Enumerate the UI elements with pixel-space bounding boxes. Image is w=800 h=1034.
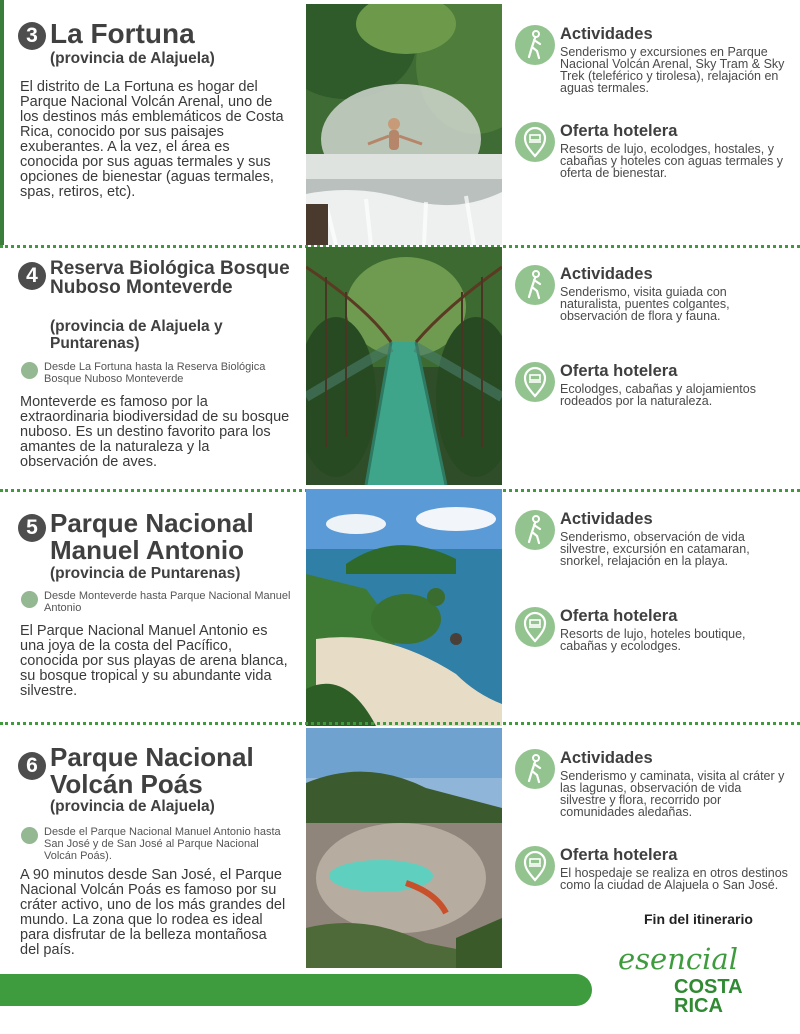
route-text: Desde Monteverde hasta Parque Nacional Manuel Antonio xyxy=(44,590,291,614)
photo-hot-springs xyxy=(306,4,502,245)
activities-heading: Actividades xyxy=(560,25,653,43)
hotels-heading: Oferta hotelera xyxy=(560,607,678,625)
destination-title: Parque Nacional Manuel Antonio xyxy=(50,508,254,565)
hotel-bed-pin-icon xyxy=(515,362,555,402)
walking-person-icon xyxy=(515,265,555,305)
step-number-badge: 6 xyxy=(18,752,46,780)
destination-description: El distrito de La Fortuna es hogar del Parque Nacional Volcán Arenal, uno de los destinos más emblemáticos de Costa Rica, conocido por sus paisajes exuberantes. A la vez, el área es conocida por sus aguas termales y sus opciones de bienestar (aguas termales, spas, retiros, etc). xyxy=(20,79,284,200)
route-text: Desde el Parque Nacional Manuel Antonio hasta San José y de San José al Parque Nacional Volcán Poás). xyxy=(44,826,281,862)
destination-description: Monteverde es famoso por la extraordinaria biodiversidad de su bosque nuboso. Es un destino favorito para los amantes de la naturaleza y la observación de aves. xyxy=(20,394,290,470)
walking-person-icon xyxy=(515,25,555,65)
destination-title: Parque Nacional Volcán Poás xyxy=(50,742,254,799)
step-number-badge: 5 xyxy=(18,514,46,542)
hotels-text: El hospedaje se realiza en otros destinos como la ciudad de Alajuela o San José. xyxy=(560,866,788,892)
destination-description: A 90 minutos desde San José, el Parque Nacional Volcán Poás es famoso por su cráter activo, uno de los más grandes del mundo. La zona que lo rodea es ideal para disfrutar de la belleza montañosa del país. xyxy=(20,867,286,958)
destination-title: La Fortuna xyxy=(50,18,195,49)
section-divider xyxy=(0,722,800,725)
route-pin-icon xyxy=(21,827,38,844)
activities-text: Senderismo y caminata, visita al cráter y las lagunas, observación de vida silvestre y flora, recorrido por comunidades aledañas. xyxy=(560,769,785,819)
hotels-heading: Oferta hotelera xyxy=(560,362,678,380)
hotels-heading: Oferta hotelera xyxy=(560,846,678,864)
hotels-heading: Oferta hotelera xyxy=(560,122,678,140)
photo-poas-crater xyxy=(306,728,502,968)
logo-brand xyxy=(674,976,742,1017)
step-number-badge: 3 xyxy=(18,22,46,50)
end-of-itinerary-label: Fin del itinerario xyxy=(644,911,753,927)
activities-text: Senderismo, observación de vida silvestre, excursión en catamaran, snorkel, relajación en la playa. xyxy=(560,530,750,568)
hotel-bed-pin-icon xyxy=(515,122,555,162)
activities-text: Senderismo, visita guiada con naturalista, puentes colgantes, observación de flora y fauna. xyxy=(560,285,730,323)
destination-province: (provincia de Alajuela) xyxy=(50,50,215,67)
route-note xyxy=(21,826,291,862)
route-text: Desde La Fortuna hasta la Reserva Biológica Bosque Nuboso Monteverde xyxy=(44,361,266,385)
hotel-bed-pin-icon xyxy=(515,846,555,886)
destination-description: El Parque Nacional Manuel Antonio es una joya de la costa del Pacífico, conocida por sus playas de arena blanca, su bosque tropical y su abundante vida silvestre. xyxy=(20,623,288,699)
activities-heading: Actividades xyxy=(560,510,653,528)
hotels-text: Resorts de lujo, ecolodges, hostales, y cabañas y hoteles con aguas termales y oferta de bienestar. xyxy=(560,142,784,180)
hotel-bed-pin-icon xyxy=(515,607,555,647)
route-pin-icon xyxy=(21,591,38,608)
footer-bar xyxy=(0,974,592,1006)
activities-heading: Actividades xyxy=(560,749,653,767)
esencial-costa-rica-logo xyxy=(618,942,788,1024)
logo-script: esencial xyxy=(618,942,738,976)
destination-title: Reserva Biológica Bosque Nuboso Monteverde xyxy=(50,258,290,298)
activities-text: Senderismo y excursiones en Parque Nacional Volcán Arenal, Sky Tram & Sky Trek (teleférico y tirolesa), relajación en aguas termales. xyxy=(560,45,785,95)
photo-hanging-bridge xyxy=(306,247,502,485)
route-pin-icon xyxy=(21,362,38,379)
logo-brand-text: COSTA RICA xyxy=(674,976,742,1017)
activities-heading: Actividades xyxy=(560,265,653,283)
route-note xyxy=(21,590,291,614)
left-accent-bar xyxy=(0,0,4,245)
hotels-text: Ecolodges, cabañas y alojamientos rodeados por la naturaleza. xyxy=(560,382,756,408)
walking-person-icon xyxy=(515,510,555,550)
route-note xyxy=(21,361,291,385)
hotels-text: Resorts de lujo, hoteles boutique, cabañas y ecolodges. xyxy=(560,627,746,653)
step-number-badge: 4 xyxy=(18,262,46,290)
walking-person-icon xyxy=(515,749,555,789)
destination-province: (provincia de Puntarenas) xyxy=(50,565,241,582)
photo-manuel-antonio-beach xyxy=(306,489,502,726)
destination-province: (provincia de Alajuela y Puntarenas) xyxy=(50,318,223,352)
destination-province: (provincia de Alajuela) xyxy=(50,798,215,815)
